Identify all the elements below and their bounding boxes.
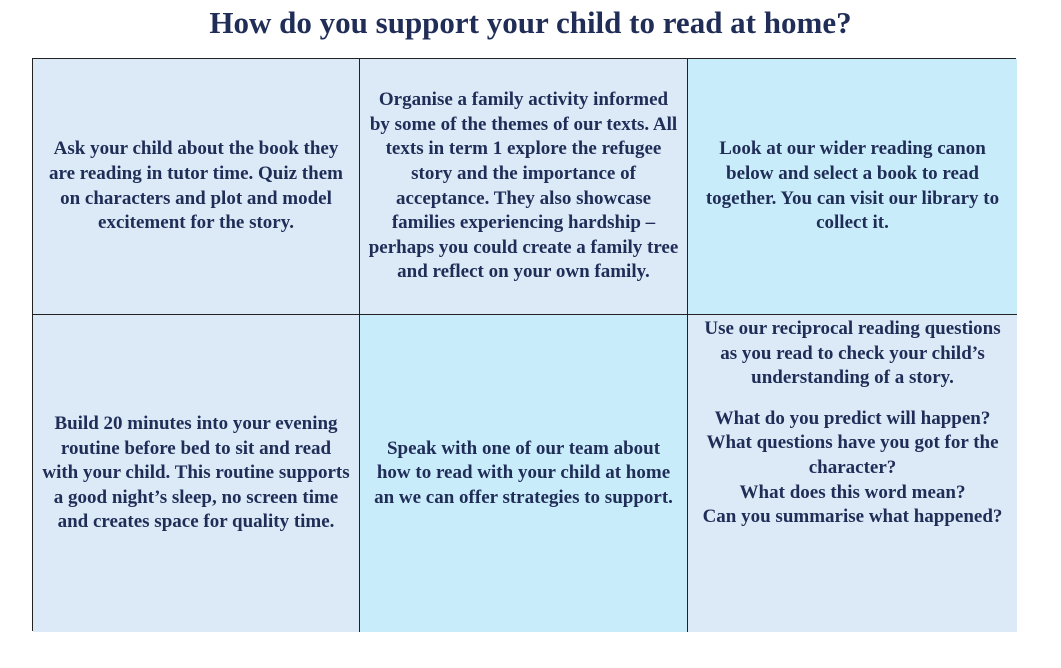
tip-wider-reading — [688, 59, 1017, 315]
tip-evening-routine — [33, 315, 360, 632]
question-item: What does this word mean? — [739, 481, 966, 503]
tip-speak-with-team — [360, 315, 688, 632]
tip-ask-about-book — [33, 59, 360, 315]
tips-grid — [32, 58, 1016, 631]
tip-text: Ask your child about the book they are reading in tutor time. Quiz them on characters and plot and model excitement for the story. — [49, 138, 343, 234]
question-item: What do you predict will happen? — [714, 407, 991, 429]
question-item: What questions have you got for the character? — [706, 432, 999, 478]
tip-family-activity — [360, 59, 688, 315]
reciprocal-intro: Use our reciprocal reading questions as you read to check your child’s understanding of a story. — [704, 318, 1001, 389]
tip-text: Look at our wider reading canon below and select a book to read together. You can visit our library to collect it. — [705, 138, 1000, 234]
tip-reciprocal-reading — [688, 315, 1017, 632]
tip-text: Build 20 minutes into your evening routine before bed to sit and read with your child. This routine supports a good night’s sleep, no screen time and creates space for quality time. — [42, 413, 350, 533]
question-item: Can you summarise what happened? — [702, 506, 1003, 528]
tip-text: Organise a family activity informed by some of the themes of our texts. All texts in term 1 explore the refugee story and the importance of acceptance. They also showcase families experiencing hardship – perhaps you could create a family tree and reflect on your own family. — [368, 89, 679, 283]
tip-text: Speak with one of our team about how to read with your child at home an we can offer strategies to support. — [374, 437, 673, 508]
page-title: How do you support your child to read at home? — [209, 5, 852, 40]
